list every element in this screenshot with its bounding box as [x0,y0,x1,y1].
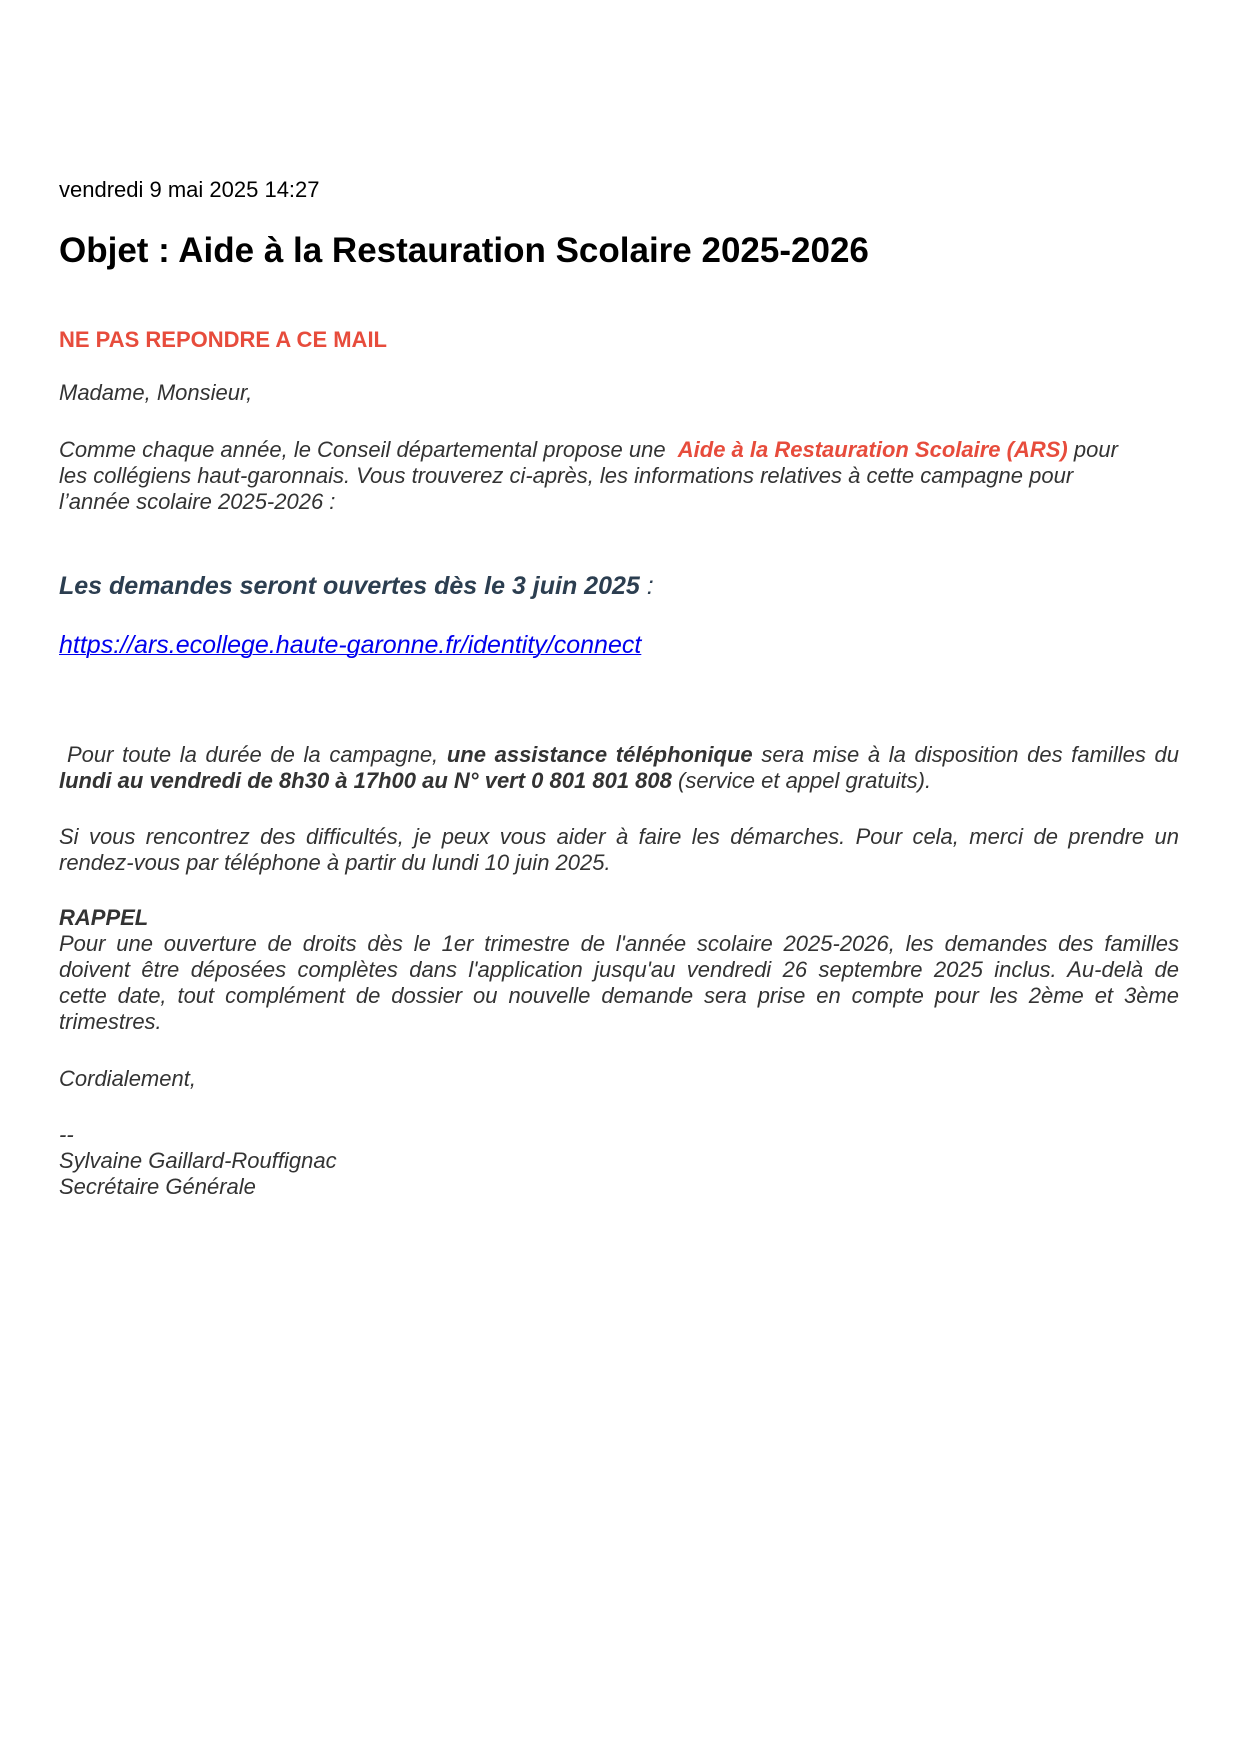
intro-line: l’année scolaire 2025-2026 : [59,489,336,514]
no-reply-warning: NE PAS REPONDRE A CE MAIL [59,327,387,352]
reminder-line: trimestres. [59,1009,162,1034]
reminder-section [59,905,1179,1035]
ars-program-name: Aide à la Restauration Scolaire (ARS) [677,437,1068,462]
hotline-hours-and-number: lundi au vendredi de 8h30 à 17h00 au N° vert 0 801 801 808 [59,768,672,793]
reminder-line: cette date, tout complément de dossier ou nouvelle demande sera prise en compte pour les 2ème et 3ème [59,983,1179,1008]
phone-assistance-emphasis: une assistance téléphonique [446,742,753,767]
application-opening-notice [59,571,1179,601]
reminder-line: Pour une ouverture de droits dès le 1er trimestre de l'année scolaire 2025-2026, les demandes des familles [59,931,1179,956]
greeting: Madame, Monsieur, [59,380,253,405]
email-subject-title: Objet : Aide à la Restauration Scolaire 2025-2026 [59,231,869,270]
assistance-rest-text: sera mise à la disposition des familles du [761,742,1179,767]
intro-lead-text: Comme chaque année, le Conseil départemental propose une [59,437,666,462]
signature-separator: -- [59,1122,74,1147]
closing-salutation: Cordialement, [59,1066,196,1091]
opening-colon: : [646,572,654,600]
reminder-heading: RAPPEL [59,905,149,930]
sent-date-time: vendredi 9 mai 2025 14:27 [59,177,320,202]
opening-date-text: Les demandes seront ouvertes dès le 3 juin 2025 [59,572,640,600]
assistance-line [59,742,1179,768]
signature-block [59,1122,1179,1200]
help-line: Si vous rencontrez des difficultés, je peux vous aider à faire les démarches. Pour cela, merci de prendre un [59,824,1179,849]
application-portal-link-line [59,630,1179,660]
hotline-note: (service et appel gratuits). [678,768,932,793]
phone-assistance-paragraph [59,742,1179,794]
assistance-line [59,768,1179,794]
assistance-lead-text: Pour toute la durée de la campagne, [67,742,439,767]
intro-line: les collégiens haut-garonnais. Vous trouverez ci-après, les informations relatives à cette campagne pour [59,463,1074,488]
application-portal-link[interactable]: https://ars.ecollege.haute-garonne.fr/identity/connect [59,631,642,659]
intro-line [59,437,1179,463]
reminder-line: doivent être déposées complètes dans l'application jusqu'au vendredi 26 septembre 2025 inclus. Au-delà de [59,957,1179,982]
help-line: rendez-vous par téléphone à partir du lundi 10 juin 2025. [59,850,611,875]
intro-paragraph [59,437,1179,515]
signature-role: Secrétaire Générale [59,1174,256,1199]
signature-name: Sylvaine Gaillard-Rouffignac [59,1148,337,1173]
help-offer-paragraph [59,824,1179,876]
intro-tail-text: pour [1073,437,1118,462]
